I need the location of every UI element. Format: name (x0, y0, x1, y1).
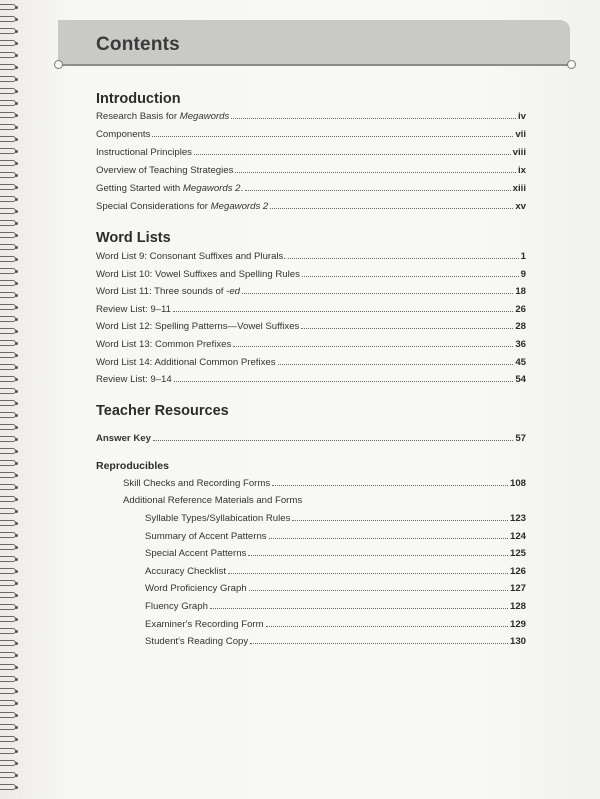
toc-entry-label-pre: Word List 9: Consonant Suffixes and Plurals (96, 251, 284, 262)
spiral-coil-icon (0, 532, 16, 538)
toc-entry-label-pre: Getting Started with (96, 183, 183, 194)
toc-entry-page: xiii (512, 183, 526, 194)
toc-entry-label (96, 111, 229, 122)
toc-entry-page: xv (515, 201, 526, 212)
toc-entry-label-em: Megawords 2 (182, 183, 241, 194)
toc-entry-label-pre: Instructional Principles (96, 147, 192, 158)
toc-entry-label (96, 339, 231, 350)
toc-entry-page: 129 (509, 618, 526, 630)
spiral-coil-icon (0, 208, 16, 214)
header-rule (58, 64, 572, 66)
spiral-coil-icon (0, 304, 16, 310)
toc-entry-word-list[interactable] (96, 321, 526, 335)
leader-dots (301, 321, 513, 329)
leader-dots (153, 433, 513, 441)
spiral-coil-icon (0, 316, 16, 322)
toc-entry-label: Summary of Accent Patterns (145, 530, 267, 542)
spiral-coil-icon (0, 292, 16, 298)
toc-entry-label (96, 286, 240, 297)
toc-entry-reference[interactable] (145, 531, 526, 545)
spiral-coil-icon (0, 136, 16, 142)
toc-entry-label-post: . (283, 251, 287, 262)
section-title-teacher-resources: Teacher Resources (96, 403, 229, 419)
toc-entry-page: 1 (520, 251, 526, 262)
toc-entry-label-em: -ed (226, 286, 240, 298)
toc-entry-page: 108 (509, 478, 526, 489)
toc-entry-page: 124 (509, 530, 526, 542)
spiral-coil-icon (0, 76, 16, 82)
spiral-coil-icon (0, 64, 16, 70)
toc-entry-reference[interactable] (145, 619, 526, 633)
toc-entry-label (96, 251, 286, 262)
spiral-coil-icon (0, 328, 16, 334)
spiral-coil-icon (0, 340, 16, 346)
spiral-coil-icon (0, 400, 16, 406)
toc-entry-reference[interactable] (145, 548, 526, 562)
spiral-coil-icon (0, 508, 16, 514)
spiral-coil-icon (0, 256, 16, 262)
toc-entry-label (96, 201, 268, 212)
toc-entry-label (96, 357, 276, 368)
toc-entry-label-pre: Research Basis for (96, 111, 180, 122)
spiral-coil-icon (0, 280, 16, 286)
leader-dots (269, 531, 508, 539)
leader-dots (228, 566, 508, 574)
spiral-coil-icon (0, 484, 16, 490)
spiral-coil-icon (0, 700, 16, 706)
spiral-coil-icon (0, 556, 16, 562)
spiral-coil-icon (0, 772, 16, 778)
leader-dots (288, 251, 519, 259)
toc-entry-label: Examiner's Recording Form (145, 618, 264, 630)
header-right-dot-icon (567, 60, 576, 69)
leader-dots (266, 619, 508, 627)
subhead-reproducibles: Reproducibles (96, 460, 169, 472)
spiral-coil-icon (0, 604, 16, 610)
toc-entry-label-pre: Review List: 9–11 (96, 303, 172, 315)
toc-entry-label (96, 269, 300, 280)
toc-entry-label (96, 321, 299, 332)
toc-entry-skill-checks[interactable] (123, 478, 526, 492)
toc-entry-label: Skill Checks and Recording Forms (123, 478, 271, 489)
spiral-coil-icon (0, 520, 16, 526)
spiral-coil-icon (0, 472, 16, 478)
spiral-coil-icon (0, 424, 16, 430)
spiral-coil-icon (0, 52, 16, 58)
toc-entry-page: 57 (515, 433, 526, 444)
spiral-coil-icon (0, 736, 16, 742)
leader-dots (302, 269, 519, 277)
toc-entry-page: viii (512, 147, 526, 158)
spiral-coil-icon (0, 220, 16, 226)
toc-entry-label (96, 129, 150, 140)
toc-entry-label: Special Accent Patterns (145, 548, 247, 560)
spiral-coil-icon (0, 412, 16, 418)
spiral-coil-icon (0, 40, 16, 46)
toc-entry-label (96, 183, 243, 194)
leader-dots (194, 147, 511, 155)
leader-dots (250, 636, 508, 644)
spiral-coil-icon (0, 460, 16, 466)
spiral-coil-icon (0, 388, 16, 394)
toc-entry-label: Accuracy Checklist (145, 565, 227, 577)
toc-entry-word-list[interactable] (96, 286, 526, 300)
toc-entry-label: Fluency Graph (145, 601, 208, 612)
leader-dots (242, 286, 513, 294)
toc-entry-label: Syllable Types/Syllabication Rules (145, 513, 291, 524)
toc-entry-page: 45 (515, 356, 526, 368)
toc-entry-introduction[interactable] (96, 165, 526, 179)
spiral-coil-icon (0, 496, 16, 502)
spiral-coil-icon (0, 664, 16, 670)
toc-entry-label: Word Proficiency Graph (145, 583, 247, 595)
leader-dots (231, 111, 516, 119)
leader-dots (235, 165, 516, 173)
toc-entry-label: Answer Key (96, 433, 151, 444)
toc-entry-page: 36 (515, 339, 526, 350)
toc-entry-label-pre: Special Considerations for (96, 201, 211, 212)
spiral-coil-icon (0, 688, 16, 694)
spiral-coil-icon (0, 592, 16, 598)
spiral-coil-icon (0, 544, 16, 550)
toc-entry-page: iv (517, 111, 526, 122)
spiral-coil-icon (0, 748, 16, 754)
toc-entry-word-list[interactable] (96, 374, 526, 388)
toc-entry-label-pre: Components (96, 129, 151, 140)
toc-entry-reference[interactable] (145, 583, 526, 597)
toc-entry-introduction[interactable] (96, 183, 526, 197)
spiral-coil-icon (0, 148, 16, 154)
spiral-coil-icon (0, 124, 16, 130)
leader-dots (292, 513, 508, 521)
spiral-coil-icon (0, 724, 16, 730)
toc-entry-introduction[interactable] (96, 147, 526, 161)
toc-entry-page: 9 (520, 268, 526, 280)
leader-dots (278, 357, 514, 365)
section-title-word-lists: Word Lists (96, 230, 171, 246)
spiral-coil-icon (0, 352, 16, 358)
spiral-coil-icon (0, 88, 16, 94)
spiral-coil-icon (0, 100, 16, 106)
spiral-coil-icon (0, 760, 16, 766)
toc-entry-word-list[interactable] (96, 269, 526, 283)
spiral-coil-icon (0, 4, 16, 10)
toc-entry-page: 126 (509, 565, 526, 577)
toc-entry-answer-key[interactable] (96, 433, 526, 447)
toc-entry-label-em: Megawords 2 (210, 201, 269, 212)
toc-entry-reference[interactable] (145, 636, 526, 650)
page-title: Contents (96, 34, 180, 55)
spiral-coil-icon (0, 580, 16, 586)
toc-entry-label-em: Megawords (179, 111, 230, 122)
spiral-coil-icon (0, 784, 16, 790)
toc-entry-label-pre: Word List 14: Additional Common Prefixes (96, 356, 276, 368)
spiral-binding (0, 4, 18, 799)
spiral-coil-icon (0, 196, 16, 202)
toc-entry-label (96, 165, 233, 176)
spiral-coil-icon (0, 376, 16, 382)
toc-entry-label (96, 147, 192, 158)
spiral-coil-icon (0, 436, 16, 442)
toc-entry-label-pre: Word List 13: Common Prefixes (96, 339, 232, 350)
spiral-coil-icon (0, 652, 16, 658)
toc-entry-page: 127 (509, 583, 526, 595)
spiral-coil-icon (0, 676, 16, 682)
toc-entry-label-pre: Word List 11: Three sounds of (96, 286, 227, 298)
toc-entry-page: 18 (515, 286, 526, 298)
toc-entry-label: Student's Reading Copy (145, 636, 249, 648)
spiral-coil-icon (0, 568, 16, 574)
leader-dots (174, 374, 514, 382)
toc-entry-label (96, 374, 172, 385)
toc-entry-label-pre: Word List 12: Spelling Patterns—Vowel Suffixes (96, 321, 300, 333)
toc-entry-page: 54 (515, 374, 526, 386)
spiral-coil-icon (0, 712, 16, 718)
leader-dots (173, 304, 513, 312)
toc-entry-word-list[interactable] (96, 251, 526, 265)
spiral-coil-icon (0, 448, 16, 454)
spiral-coil-icon (0, 244, 16, 250)
toc-entry-page: 123 (509, 513, 526, 524)
spiral-coil-icon (0, 28, 16, 34)
toc-entry-page: ix (517, 165, 526, 176)
subhead-additional-reference: Additional Reference Materials and Forms (123, 495, 303, 506)
toc-entry-reference[interactable] (145, 601, 526, 615)
toc-entry-page: 125 (509, 548, 526, 560)
leader-dots (249, 583, 508, 591)
toc-entry-introduction[interactable] (96, 201, 526, 215)
section-title-introduction: Introduction (96, 91, 181, 107)
leader-dots (272, 478, 508, 486)
toc-entry-page: 128 (509, 601, 526, 612)
toc-entry-page: vii (515, 129, 526, 140)
spiral-coil-icon (0, 268, 16, 274)
spiral-coil-icon (0, 160, 16, 166)
toc-entry-label-pre: Review List: 9–14 (96, 374, 172, 386)
toc-entry-page: 130 (509, 636, 526, 648)
leader-dots (245, 183, 510, 191)
spiral-coil-icon (0, 232, 16, 238)
spiral-coil-icon (0, 616, 16, 622)
spiral-coil-icon (0, 184, 16, 190)
toc-entry-word-list[interactable] (96, 339, 526, 353)
leader-dots (152, 129, 513, 137)
toc-entry-introduction[interactable] (96, 129, 526, 143)
leader-dots (248, 548, 508, 556)
header-left-dot-icon (54, 60, 63, 69)
spiral-coil-icon (0, 172, 16, 178)
leader-dots (233, 339, 513, 347)
toc-entry-page: 26 (515, 303, 526, 315)
leader-dots (270, 201, 513, 209)
toc-entry-label-pre: Word List 10: Vowel Suffixes and Spelling Rules (96, 268, 300, 280)
toc-entry-reference[interactable] (145, 566, 526, 580)
toc-entry-reference[interactable] (145, 513, 526, 527)
spiral-coil-icon (0, 16, 16, 22)
toc-entry-label-pre: Overview of Teaching Strategies (96, 165, 234, 176)
spiral-coil-icon (0, 640, 16, 646)
spiral-coil-icon (0, 112, 16, 118)
toc-entry-word-list[interactable] (96, 304, 526, 318)
leader-dots (210, 601, 508, 609)
spiral-coil-icon (0, 628, 16, 634)
toc-entry-label (96, 304, 171, 315)
toc-entry-page: 28 (515, 321, 526, 333)
toc-entry-introduction[interactable] (96, 111, 526, 125)
toc-entry-word-list[interactable] (96, 357, 526, 371)
spiral-coil-icon (0, 364, 16, 370)
toc-entry-label-post: . (240, 183, 244, 194)
